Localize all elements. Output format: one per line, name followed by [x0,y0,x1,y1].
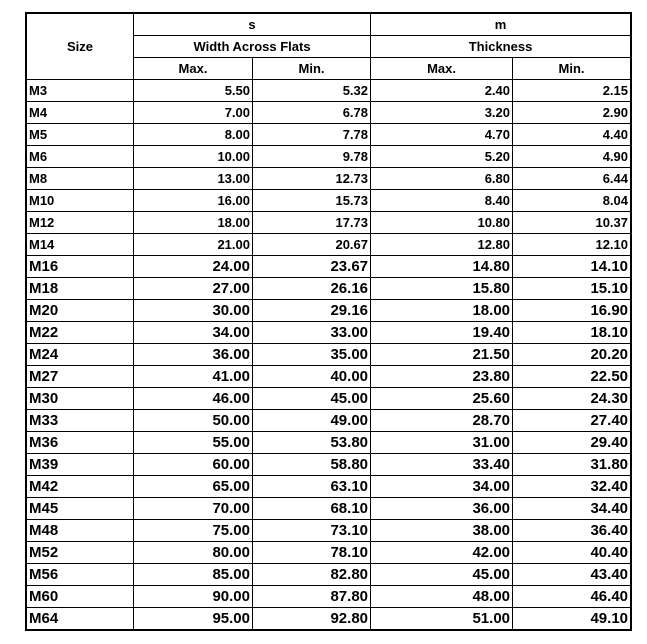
table-row [27,454,631,476]
s-max-cell: 75.00 [134,520,253,542]
s-min-cell: 17.73 [253,212,371,234]
s-max-cell: 65.00 [134,476,253,498]
size-cell: M56 [27,564,134,586]
s-max-cell: 95.00 [134,608,253,630]
m-max-cell: 45.00 [371,564,513,586]
table-row [27,256,631,278]
m-max-cell: 19.40 [371,322,513,344]
size-cell: M12 [27,212,134,234]
m-max-cell: 5.20 [371,146,513,168]
s-min-cell: 45.00 [253,388,371,410]
s-max-cell: 5.50 [134,80,253,102]
m-max-cell: 12.80 [371,234,513,256]
m-min-cell: 15.10 [513,278,631,300]
s-min-cell: 29.16 [253,300,371,322]
s-min-cell: 33.00 [253,322,371,344]
table-row [27,168,631,190]
table-row [27,212,631,234]
m-max-header: Max. [371,58,513,80]
s-max-cell: 16.00 [134,190,253,212]
table-body [27,80,631,630]
table-row [27,542,631,564]
m-min-cell: 24.30 [513,388,631,410]
m-min-cell: 4.40 [513,124,631,146]
size-cell: M45 [27,498,134,520]
size-cell: M22 [27,322,134,344]
m-max-cell: 23.80 [371,366,513,388]
s-max-cell: 50.00 [134,410,253,432]
s-max-cell: 30.00 [134,300,253,322]
m-min-cell: 12.10 [513,234,631,256]
size-cell: M39 [27,454,134,476]
s-min-cell: 15.73 [253,190,371,212]
s-max-cell: 24.00 [134,256,253,278]
table-row [27,322,631,344]
size-cell: M16 [27,256,134,278]
s-symbol-header: s [134,14,371,36]
size-cell: M52 [27,542,134,564]
s-max-cell: 10.00 [134,146,253,168]
s-max-cell: 41.00 [134,366,253,388]
table-row [27,520,631,542]
m-max-cell: 34.00 [371,476,513,498]
s-min-cell: 78.10 [253,542,371,564]
m-min-cell: 49.10 [513,608,631,630]
s-max-header: Max. [134,58,253,80]
size-cell: M6 [27,146,134,168]
m-max-cell: 18.00 [371,300,513,322]
s-min-cell: 12.73 [253,168,371,190]
table-header [27,14,631,80]
size-cell: M64 [27,608,134,630]
m-min-cell: 6.44 [513,168,631,190]
table-row [27,410,631,432]
m-min-cell: 22.50 [513,366,631,388]
s-min-cell: 73.10 [253,520,371,542]
m-min-cell: 16.90 [513,300,631,322]
table-row [27,432,631,454]
s-min-cell: 35.00 [253,344,371,366]
table-row [27,80,631,102]
m-min-cell: 14.10 [513,256,631,278]
s-min-cell: 20.67 [253,234,371,256]
m-max-cell: 31.00 [371,432,513,454]
table-row [27,366,631,388]
size-cell: M27 [27,366,134,388]
table-row [27,278,631,300]
s-max-cell: 8.00 [134,124,253,146]
size-cell: M10 [27,190,134,212]
table-row [27,300,631,322]
s-min-cell: 82.80 [253,564,371,586]
m-min-cell: 43.40 [513,564,631,586]
m-min-cell: 29.40 [513,432,631,454]
m-max-cell: 21.50 [371,344,513,366]
m-max-cell: 8.40 [371,190,513,212]
table-row [27,388,631,410]
m-min-header: Min. [513,58,631,80]
m-min-cell: 8.04 [513,190,631,212]
m-max-cell: 48.00 [371,586,513,608]
s-max-cell: 34.00 [134,322,253,344]
m-max-cell: 42.00 [371,542,513,564]
size-cell: M48 [27,520,134,542]
s-max-cell: 60.00 [134,454,253,476]
table-row [27,586,631,608]
m-max-cell: 10.80 [371,212,513,234]
s-max-cell: 18.00 [134,212,253,234]
size-cell: M3 [27,80,134,102]
m-min-cell: 31.80 [513,454,631,476]
m-max-cell: 2.40 [371,80,513,102]
s-max-cell: 80.00 [134,542,253,564]
m-min-cell: 20.20 [513,344,631,366]
table-row [27,498,631,520]
s-min-cell: 26.16 [253,278,371,300]
s-max-cell: 21.00 [134,234,253,256]
size-cell: M5 [27,124,134,146]
size-cell: M4 [27,102,134,124]
s-max-cell: 13.00 [134,168,253,190]
table-row [27,102,631,124]
m-min-cell: 40.40 [513,542,631,564]
m-min-cell: 10.37 [513,212,631,234]
m-max-cell: 51.00 [371,608,513,630]
s-max-cell: 27.00 [134,278,253,300]
table-row [27,234,631,256]
table-row [27,344,631,366]
size-cell: M8 [27,168,134,190]
m-max-cell: 3.20 [371,102,513,124]
s-min-cell: 49.00 [253,410,371,432]
table-row [27,476,631,498]
s-min-cell: 6.78 [253,102,371,124]
size-cell: M36 [27,432,134,454]
size-cell: M20 [27,300,134,322]
table-row [27,564,631,586]
s-min-header: Min. [253,58,371,80]
s-min-cell: 58.80 [253,454,371,476]
m-max-cell: 4.70 [371,124,513,146]
width-across-flats-header: Width Across Flats [134,36,371,58]
s-min-cell: 9.78 [253,146,371,168]
s-min-cell: 63.10 [253,476,371,498]
table-row [27,190,631,212]
m-min-cell: 32.40 [513,476,631,498]
s-max-cell: 70.00 [134,498,253,520]
m-max-cell: 38.00 [371,520,513,542]
size-cell: M60 [27,586,134,608]
size-cell: M33 [27,410,134,432]
s-min-cell: 7.78 [253,124,371,146]
s-min-cell: 92.80 [253,608,371,630]
m-max-cell: 15.80 [371,278,513,300]
table-row [27,146,631,168]
table-row [27,124,631,146]
size-cell: M30 [27,388,134,410]
s-max-cell: 90.00 [134,586,253,608]
s-max-cell: 36.00 [134,344,253,366]
m-min-cell: 46.40 [513,586,631,608]
s-max-cell: 7.00 [134,102,253,124]
s-max-cell: 55.00 [134,432,253,454]
s-min-cell: 53.80 [253,432,371,454]
s-min-cell: 68.10 [253,498,371,520]
s-min-cell: 5.32 [253,80,371,102]
m-min-cell: 18.10 [513,322,631,344]
size-cell: M42 [27,476,134,498]
m-symbol-header: m [371,14,631,36]
s-min-cell: 87.80 [253,586,371,608]
m-min-cell: 2.90 [513,102,631,124]
m-max-cell: 14.80 [371,256,513,278]
size-cell: M18 [27,278,134,300]
m-min-cell: 27.40 [513,410,631,432]
m-max-cell: 28.70 [371,410,513,432]
thickness-header: Thickness [371,36,631,58]
s-max-cell: 46.00 [134,388,253,410]
s-min-cell: 40.00 [253,366,371,388]
m-max-cell: 6.80 [371,168,513,190]
s-min-cell: 23.67 [253,256,371,278]
size-cell: M14 [27,234,134,256]
table-row [27,608,631,630]
size-column-header: Size [27,14,134,80]
size-cell: M24 [27,344,134,366]
m-min-cell: 36.40 [513,520,631,542]
nut-dimensions-table [26,13,631,630]
s-max-cell: 85.00 [134,564,253,586]
m-max-cell: 25.60 [371,388,513,410]
m-max-cell: 36.00 [371,498,513,520]
m-min-cell: 4.90 [513,146,631,168]
m-min-cell: 2.15 [513,80,631,102]
m-min-cell: 34.40 [513,498,631,520]
m-max-cell: 33.40 [371,454,513,476]
